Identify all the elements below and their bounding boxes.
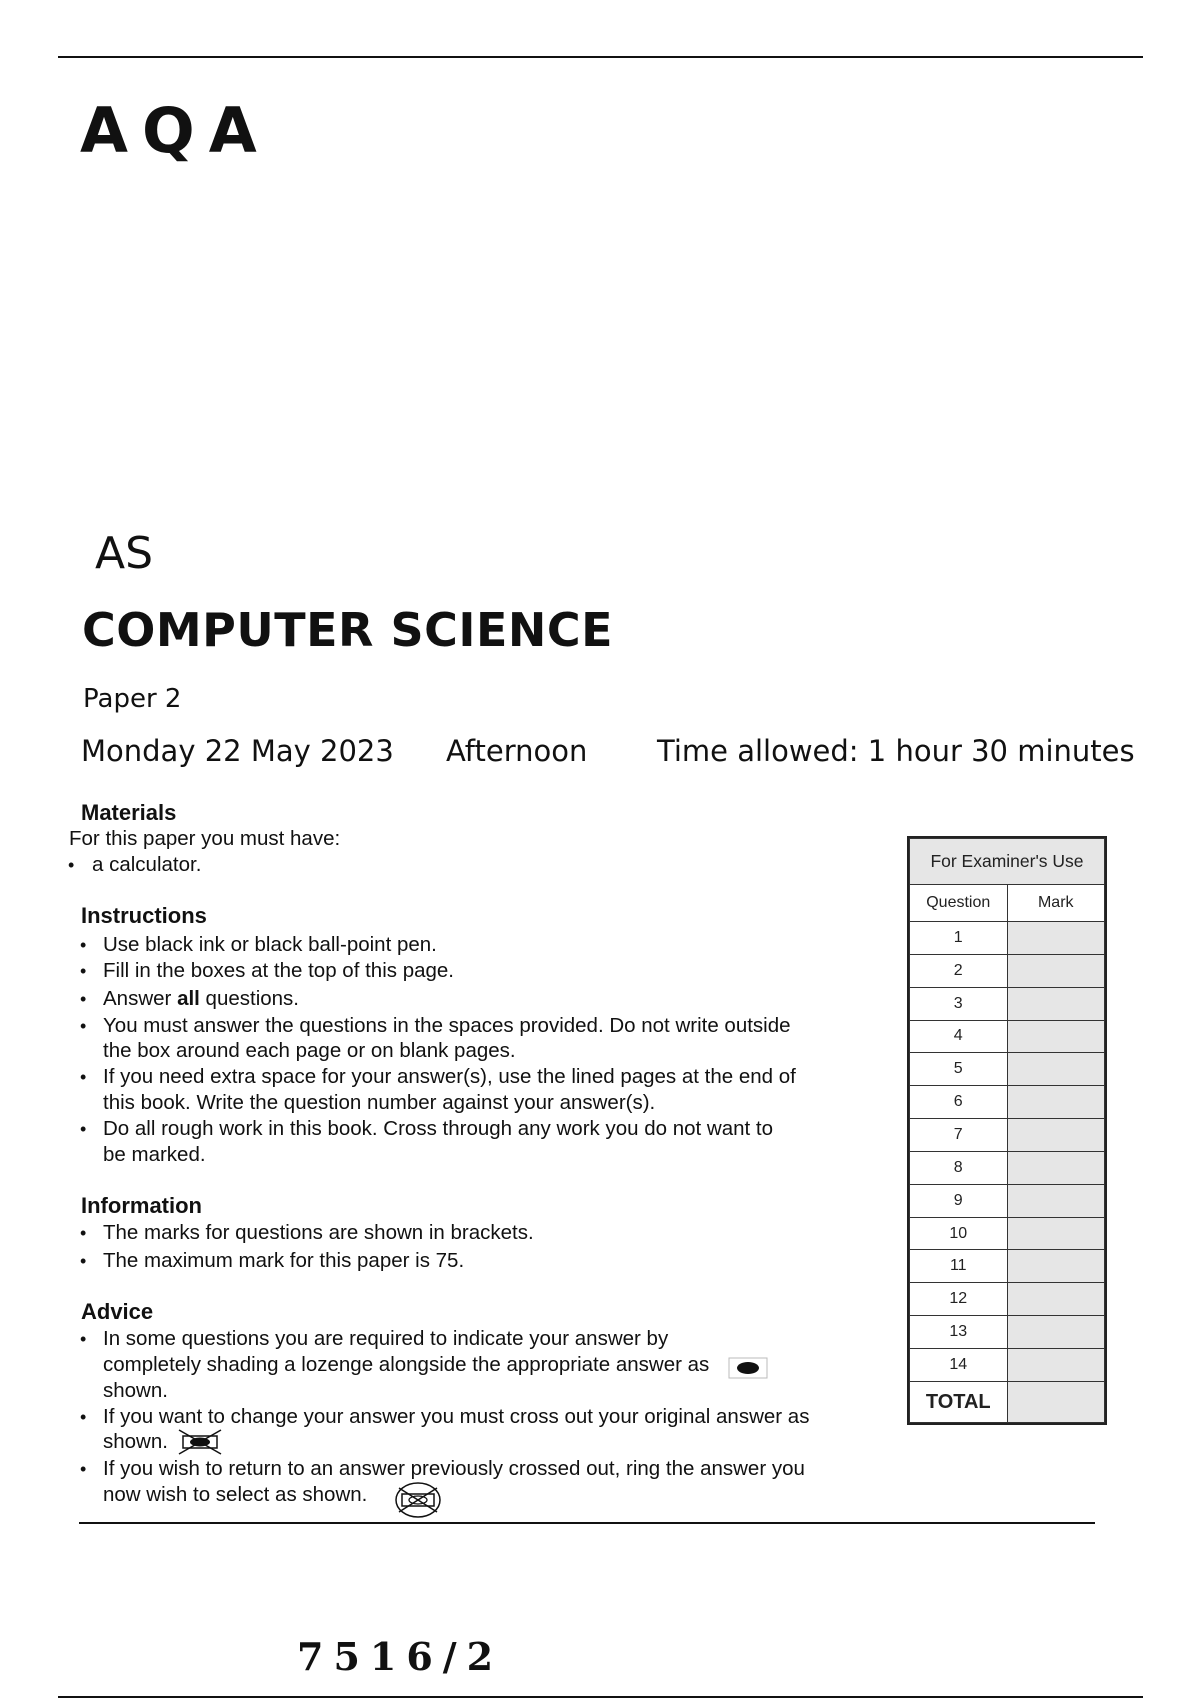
instruction-item-cont: be marked. (103, 1143, 206, 1166)
question-number: 6 (910, 1086, 1008, 1119)
subject-title: COMPUTER SCIENCE (82, 603, 614, 657)
mark-box[interactable] (1007, 1348, 1105, 1381)
mark-box[interactable] (1007, 1020, 1105, 1053)
information-item: The maximum mark for this paper is 75. (103, 1249, 465, 1272)
instruction-item: Do all rough work in this book. Cross through any work you do not want to (103, 1117, 774, 1140)
mark-box[interactable] (1007, 1053, 1105, 1086)
total-label: TOTAL (910, 1382, 1008, 1423)
bullet: • (80, 989, 87, 1009)
question-number: 8 (910, 1151, 1008, 1184)
aqa-logo: AQA (80, 94, 271, 167)
question-number: 2 (910, 954, 1008, 987)
content-bottom-rule (79, 1522, 1095, 1524)
bullet: • (80, 1016, 87, 1036)
instruction-item: Answer all questions. (103, 987, 300, 1010)
question-number: 13 (910, 1316, 1008, 1349)
time-allowed: Time allowed: 1 hour 30 minutes (657, 734, 1135, 768)
advice-item-cont: shown. (103, 1430, 168, 1453)
bullet: • (80, 1407, 87, 1427)
advice-item-cont: shown. (103, 1379, 168, 1402)
bullet: • (80, 961, 87, 981)
question-number: 14 (910, 1348, 1008, 1381)
paper-code: 7516/2 (297, 1634, 504, 1679)
bullet: • (80, 935, 87, 955)
bottom-rule (58, 1696, 1143, 1698)
advice-item: If you wish to return to an answer previously crossed out, ring the answer you (103, 1457, 805, 1480)
bullet: • (80, 1119, 87, 1139)
advice-item: In some questions you are required to indicate your answer by (103, 1327, 669, 1350)
mark-box[interactable] (1007, 1217, 1105, 1250)
instruction-item: You must answer the questions in the spaces provided. Do not write outside (103, 1014, 791, 1037)
mark-box[interactable] (1007, 1250, 1105, 1283)
question-number: 4 (910, 1020, 1008, 1053)
mark-box[interactable] (1007, 1086, 1105, 1119)
crossed-out-lozenge-icon (177, 1428, 223, 1456)
instruction-item-cont: the box around each page or on blank pages. (103, 1039, 516, 1062)
materials-item: a calculator. (92, 853, 202, 876)
question-number: 12 (910, 1283, 1008, 1316)
question-number: 5 (910, 1053, 1008, 1086)
question-number: 10 (910, 1217, 1008, 1250)
question-number: 9 (910, 1184, 1008, 1217)
mark-box[interactable] (1007, 1283, 1105, 1316)
mark-box[interactable] (1007, 1316, 1105, 1349)
instructions-heading: Instructions (81, 903, 207, 928)
bullet: • (80, 1067, 87, 1087)
information-item: The marks for questions are shown in brackets. (103, 1221, 534, 1244)
materials-intro: For this paper you must have: (69, 827, 341, 850)
question-number: 11 (910, 1250, 1008, 1283)
mark-box[interactable] (1007, 954, 1105, 987)
advice-item: If you want to change your answer you must cross out your original answer as (103, 1405, 810, 1428)
instruction-item: Fill in the boxes at the top of this page. (103, 959, 454, 982)
mark-box[interactable] (1007, 987, 1105, 1020)
ringed-lozenge-icon (393, 1480, 443, 1520)
qualification-level: AS (95, 528, 154, 579)
instruction-item: Use black ink or black ball-point pen. (103, 933, 437, 956)
advice-item-cont: completely shading a lozenge alongside the appropriate answer as (103, 1353, 710, 1376)
mark-box[interactable] (1007, 922, 1105, 955)
mark-column-header: Mark (1007, 885, 1105, 922)
total-mark-box[interactable] (1007, 1382, 1105, 1423)
top-rule (58, 56, 1143, 58)
bullet: • (80, 1251, 87, 1271)
examiner-table-title: For Examiner's Use (910, 839, 1105, 885)
question-number: 1 (910, 922, 1008, 955)
bullet: • (68, 855, 75, 875)
mark-box[interactable] (1007, 1151, 1105, 1184)
advice-heading: Advice (81, 1299, 154, 1324)
materials-heading: Materials (81, 800, 177, 825)
exam-session: Afternoon (446, 734, 588, 768)
advice-item-cont: now wish to select as shown. (103, 1483, 368, 1506)
bullet: • (80, 1223, 87, 1243)
shaded-lozenge-icon (728, 1357, 768, 1379)
examiner-use-table (907, 836, 1107, 1425)
question-number: 3 (910, 987, 1008, 1020)
bullet: • (80, 1459, 87, 1479)
instruction-item-cont: this book. Write the question number against your answer(s). (103, 1091, 656, 1114)
question-number: 7 (910, 1119, 1008, 1152)
question-column-header: Question (910, 885, 1008, 922)
paper-number: Paper 2 (83, 684, 182, 714)
information-heading: Information (81, 1193, 202, 1218)
bullet: • (80, 1329, 87, 1349)
mark-box[interactable] (1007, 1119, 1105, 1152)
instruction-item: If you need extra space for your answer(s), use the lined pages at the end of (103, 1065, 796, 1088)
mark-box[interactable] (1007, 1184, 1105, 1217)
exam-date: Monday 22 May 2023 (81, 734, 394, 768)
